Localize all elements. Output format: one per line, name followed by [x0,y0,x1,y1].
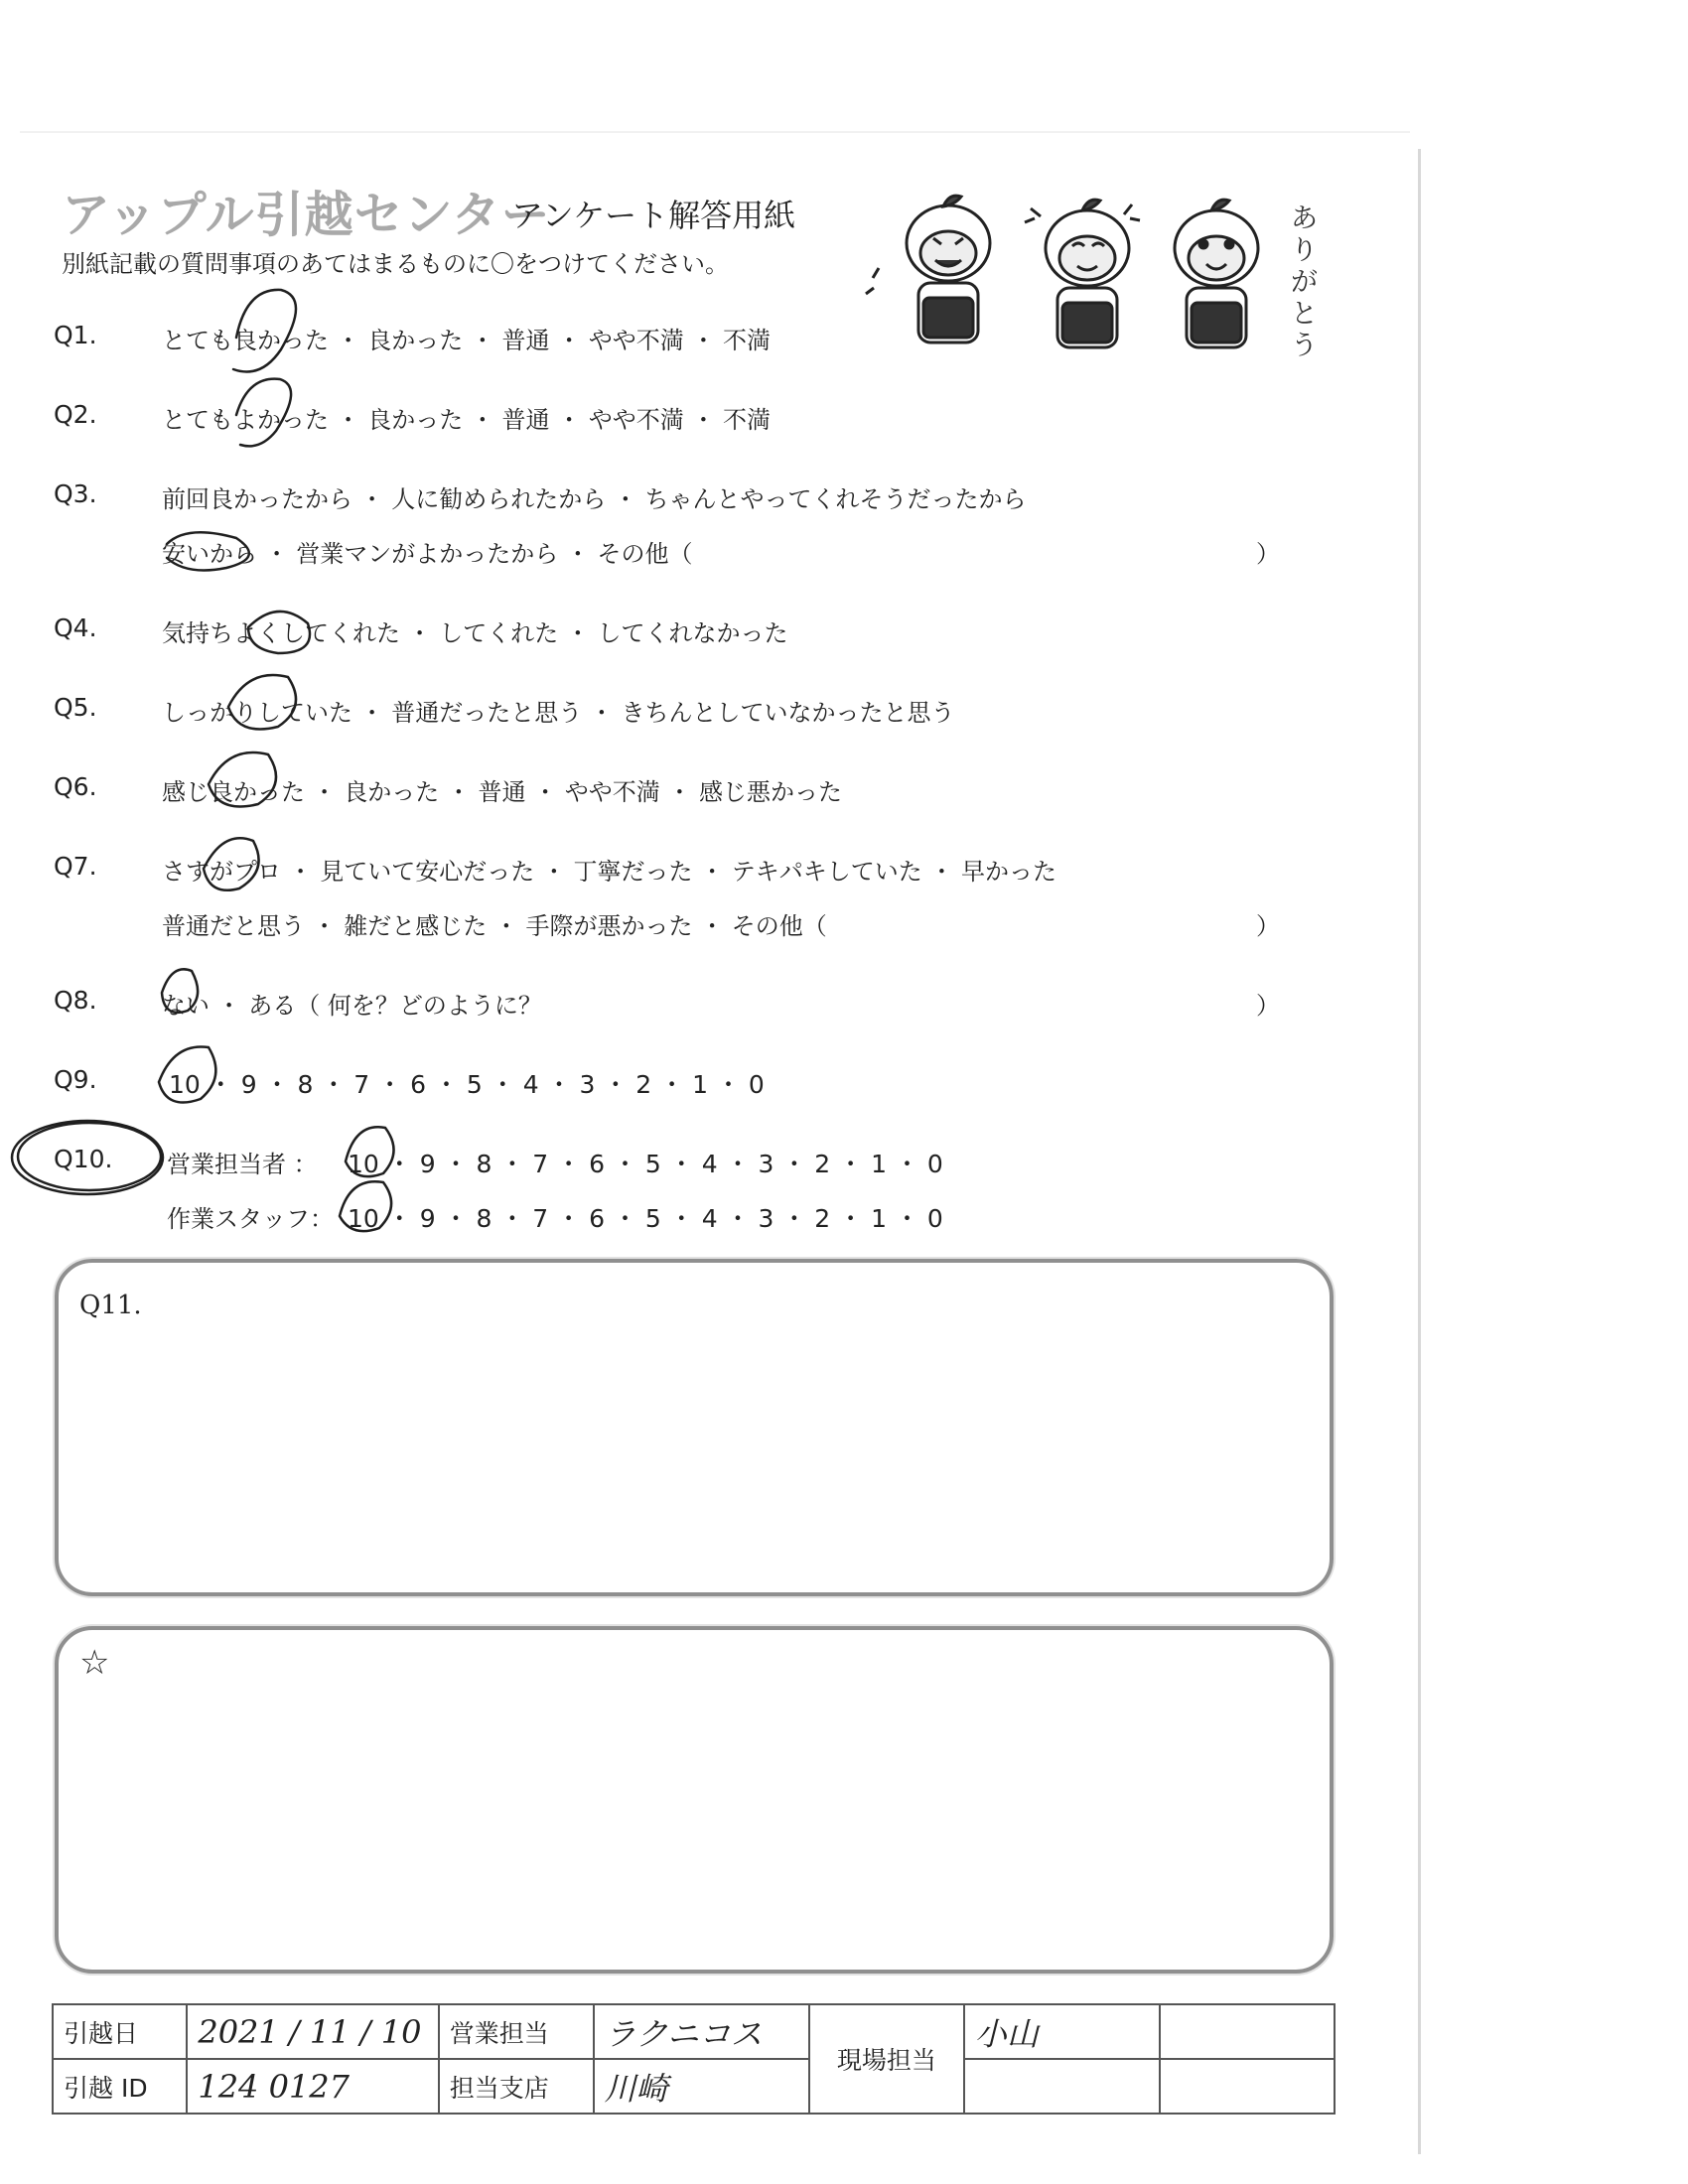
q4-label: Q4. [54,614,97,642]
move-id-value[interactable]: 124 0127 [187,2059,438,2114]
form-title: アンケート解答用紙 [511,197,796,234]
q1-options[interactable]: とても良かった ・ 良かった ・ 普通 ・ やや不満 ・ 不満 [162,327,772,354]
q8-options[interactable]: ない ・ ある（ 何を？どのように？ [162,992,542,1020]
q4-options[interactable]: 気持ちよくしてくれた ・ してくれた ・ してくれなかった [162,619,788,647]
branch-value[interactable]: 川崎 [594,2059,809,2114]
q7-options-line2[interactable]: 普通だと思う ・ 雑だと感じた ・ 手際が悪かった ・ その他（ [162,912,827,940]
q6-label: Q6. [54,772,97,801]
scan-edge-right [1418,149,1421,2154]
mascot-illustration [854,179,1321,367]
q9-scale[interactable]: 10 ・ 9 ・ 8 ・ 7 ・ 6 ・ 5 ・ 4 ・ 3 ・ 2 ・ 1 ・ 0 [169,1070,765,1099]
mascot-monkey-middle [1025,200,1140,347]
star-comment-box[interactable] [55,1626,1334,1974]
q2-label: Q2. [54,400,97,429]
q7-close-paren: ） [1256,912,1280,940]
q3-options-line2[interactable]: 安いから ・ 営業マンがよかったから ・ その他（ [162,540,693,568]
q7-label: Q7. [54,852,97,881]
q11-label: Q11. [79,1291,142,1320]
sales-value[interactable]: ラクニコス [594,2004,809,2059]
q8-label: Q8. [54,986,97,1015]
site-extra-cell[interactable] [1160,2004,1335,2059]
q10-sales-scale[interactable]: 10 ・ 9 ・ 8 ・ 7 ・ 6 ・ 5 ・ 4 ・ 3 ・ 2 ・ 1 ・ 0 [348,1150,943,1178]
q8-close-paren: ） [1256,992,1280,1020]
brand-name: アップル引越センター [62,187,551,243]
q7-options-line1[interactable]: さすがプロ ・ 見ていて安心だった ・ 丁寧だった ・ テキパキしていた ・ 早かった [162,858,1057,886]
q10-sales-label: 営業担当者 ： [167,1151,318,1178]
star-label: ☆ [79,1643,110,1683]
q5-label: Q5. [54,693,97,722]
q3-options-line1[interactable]: 前回良かったから ・ 人に勧められたから ・ ちゃんとやってくれそうだったから [162,485,1027,513]
site-value-2[interactable] [964,2059,1160,2114]
scan-edge-top [20,131,1410,133]
move-date-label: 引越日 [53,2004,187,2059]
q10-staff-scale[interactable]: 10 ・ 9 ・ 8 ・ 7 ・ 6 ・ 5 ・ 4 ・ 3 ・ 2 ・ 1 ・ 0 [348,1204,943,1233]
site-value[interactable]: 小山 [964,2004,1160,2059]
mascot-monkey-right [1175,200,1258,347]
mascot-caption: ありがとう [1291,204,1318,361]
instruction-text: 別紙記載の質問事項のあてはまるものに〇をつけてください。 [62,250,729,278]
q1-label: Q1. [54,321,97,349]
q2-options[interactable]: とてもよかった ・ 良かった ・ 普通 ・ やや不満 ・ 不満 [162,406,772,434]
move-info-table [52,2003,1336,2115]
q11-comment-box[interactable] [55,1259,1334,1596]
site-extra-cell-2[interactable] [1160,2059,1335,2114]
move-date-value[interactable]: 2021 / 11 / 10 [187,2004,438,2059]
q5-options[interactable]: しっかりしていた ・ 普通だったと思う ・ きちんとしていなかったと思う [162,699,955,727]
q3-close-paren: ） [1256,540,1280,568]
sales-label: 営業担当 [439,2004,594,2059]
q10-staff-label: 作業スタッフ： [167,1205,334,1233]
q6-options[interactable]: 感じ良かった ・ 良かった ・ 普通 ・ やや不満 ・ 感じ悪かった [162,778,843,806]
q9-label: Q9. [54,1065,97,1094]
mascot-monkey-left [866,196,990,342]
q10-label: Q10. [54,1145,113,1173]
move-id-label: 引越 ID [53,2059,187,2114]
site-label: 現場担当 [809,2004,964,2114]
q3-label: Q3. [54,479,97,508]
branch-label: 担当支店 [439,2059,594,2114]
